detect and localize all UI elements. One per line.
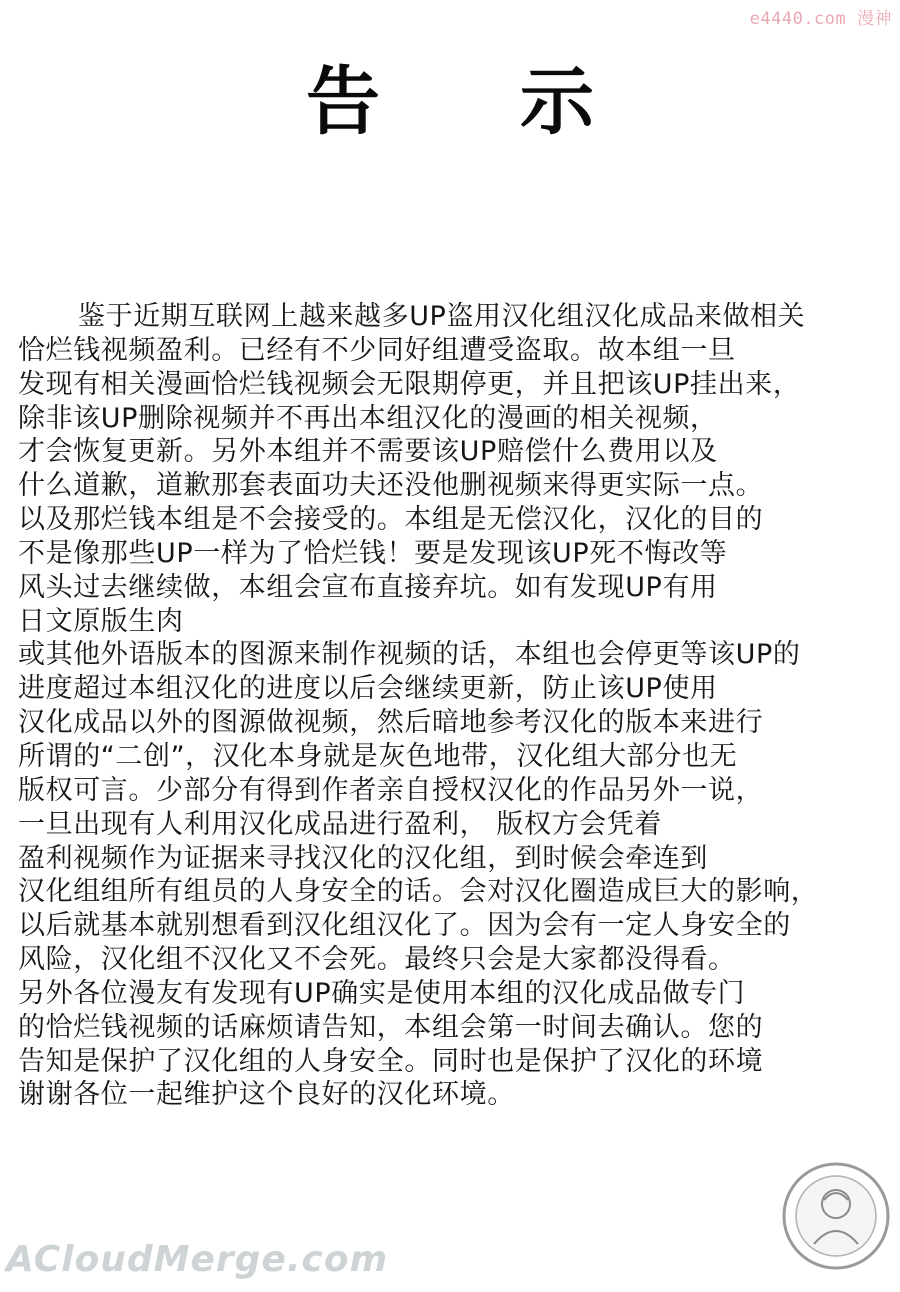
notice-line: 另外各位漫友有发现有UP确实是使用本组的汉化成品做专门 xyxy=(18,977,746,1009)
notice-line: 告知是保护了汉化组的人身安全。同时也是保护了汉化的环境 xyxy=(18,1045,764,1077)
notice-line: 谢谢各位一起维护这个良好的汉化环境。 xyxy=(18,1079,515,1111)
notice-line: 版权可言。少部分有得到作者亲自授权汉化的作品另外一说， xyxy=(18,774,764,806)
site-watermark-bottom: ACloudMerge.com xyxy=(6,1239,389,1280)
notice-line: 风头过去继续做，本组会宣布直接弃坑。如有发现UP有用 xyxy=(18,571,718,603)
notice-line: 什么道歉，道歉那套表面功夫还没他删视频来得更实际一点。 xyxy=(18,470,764,502)
notice-line: 或其他外语版本的图源来制作视频的话，本组也会停更等该UP的 xyxy=(18,639,801,671)
site-watermark-top: e4440.com 漫神 xyxy=(749,9,892,29)
group-seal-logo xyxy=(780,1160,892,1272)
notice-line: 以后就基本就别想看到汉化组汉化了。因为会有一定人身安全的 xyxy=(18,910,791,942)
notice-line: 以及那烂钱本组是不会接受的。本组是无偿汉化，汉化的目的 xyxy=(18,504,764,536)
notice-line: 除非该UP删除视频并不再出本组汉化的漫画的相关视频， xyxy=(18,402,718,434)
notice-title: 告示 xyxy=(306,59,734,145)
notice-line: 鉴于近期互联网上越来越多UP盗用汉化组汉化成品来做相关 xyxy=(78,301,806,332)
notice-line: 盈利视频作为证据来寻找汉化的汉化组，到时候会牵连到 xyxy=(18,842,708,874)
notice-line: 汉化组组所有组员的人身安全的话。会对汉化圈造成巨大的影响， xyxy=(18,876,819,908)
notice-line: 日文原版生肉 xyxy=(18,605,184,637)
notice-line: 发现有相关漫画恰烂钱视频会无限期停更，并且把该UP挂出来， xyxy=(18,368,801,400)
notice-body xyxy=(18,300,898,1112)
notice-line: 的恰烂钱视频的话麻烦请告知，本组会第一时间去确认。您的 xyxy=(18,1011,764,1043)
notice-line: 风险，汉化组不汉化又不会死。最终只会是大家都没得看。 xyxy=(18,944,736,976)
notice-line: 才会恢复更新。另外本组并不需要该UP赔偿什么费用以及 xyxy=(18,436,718,468)
notice-line: 所谓的“二创”，汉化本身就是灰色地带，汉化组大部分也无 xyxy=(18,740,738,772)
notice-line: 进度超过本组汉化的进度以后会继续更新，防止该UP使用 xyxy=(18,673,718,705)
notice-line: 一旦出现有人利用汉化成品进行盈利， 版权方会凭着 xyxy=(18,808,662,840)
notice-line: 恰烂钱视频盈利。已经有不少同好组遭受盗取。故本组一旦 xyxy=(18,334,736,366)
notice-line: 汉化成品以外的图源做视频，然后暗地参考汉化的版本来进行 xyxy=(18,707,764,739)
notice-line: 不是像那些UP一样为了恰烂钱！要是发现该UP死不悔改等 xyxy=(18,537,728,569)
